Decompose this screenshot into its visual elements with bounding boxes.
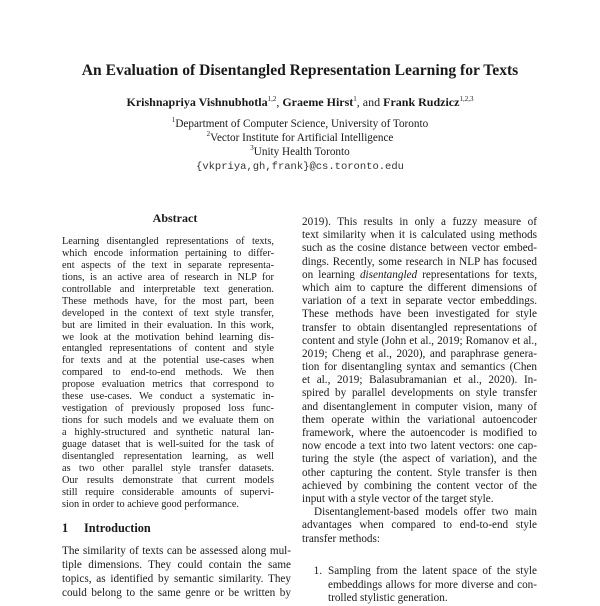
text-line: developed in the context of text style transfer, <box>62 307 274 319</box>
text-line: 2019; Cheng et al., 2020), and paraphrase genera- <box>302 347 537 360</box>
section-heading-introduction <box>62 521 151 536</box>
abstract-body <box>62 236 274 511</box>
author-affiliation-marker: 1 <box>353 95 357 103</box>
text-line: still require considerable amounts of supervi- <box>62 486 274 498</box>
author-name: Frank Rudzicz <box>383 95 460 109</box>
text-line: controllable and interpretable text generation. <box>62 283 274 295</box>
text-line: for texts and at the potential use-cases when <box>62 355 274 367</box>
section-title: Introduction <box>84 521 151 535</box>
text-line: compared to end-to-end methods. We then <box>62 367 274 379</box>
text-line: tion for disentangling syntax and semantics (Chen <box>302 361 537 374</box>
text-line: ent aspects of the text in separate representa- <box>62 259 274 271</box>
text-line: we look at the motivation behind learning dis- <box>62 331 274 343</box>
text-line: transfer methods: <box>302 532 380 545</box>
author-name: Krishnapriya Vishnubhotla <box>126 95 268 109</box>
list-number: 1. <box>313 565 322 577</box>
text-line: such as the cosine distance between vector embed- <box>302 242 537 255</box>
text-line: text similarity when it is calculated using methods <box>302 229 537 242</box>
text-line: disentangled representation learning, as well <box>62 450 274 462</box>
text-line: now encode a text into two latent vectors: one cap- <box>302 440 537 453</box>
affiliation-marker: 1 <box>171 116 176 124</box>
author-email: {vkpriya,gh,frank}@cs.toronto.edu <box>196 161 404 173</box>
author-separator: , and <box>356 95 384 109</box>
text-line: Our results demonstrate that current models <box>62 474 274 486</box>
text-line: which aim to capture the different dimensions of <box>302 281 537 294</box>
author-separator: , <box>276 95 283 109</box>
affiliation-text: Unity Health Toronto <box>253 146 350 158</box>
text-line: propose evaluation metrics that correspond to <box>62 379 274 391</box>
text-line: entangled representations of content and style <box>62 343 274 355</box>
text-line: guage dataset that is well-suited for the task of <box>62 438 274 450</box>
text-line: content and style (John et al., 2019; Romanov et al., <box>302 334 537 347</box>
author-affiliation-marker: 1,2 <box>267 95 277 103</box>
section-number: 1 <box>62 521 69 535</box>
affiliation-text: Vector Institute for Artificial Intelligence <box>210 132 394 144</box>
text-line: a highly-structured and synthetic natural lan- <box>62 427 274 438</box>
text-line: could belong to the same genre or be written by <box>62 587 291 599</box>
text-line: as two other parallel style transfer datasets. <box>62 462 274 474</box>
text-line: tions for such models and we evaluate them on <box>62 415 274 427</box>
text-segment: disentangled <box>359 268 418 281</box>
introduction-paragraph <box>62 544 291 600</box>
text-line: tiple dimensions. They could contain the same <box>62 559 291 571</box>
text-line: These methods have been investigated for style <box>302 308 537 321</box>
text-line: other capturing the content. Style transfer is then <box>302 466 537 479</box>
text-line: turing the style (the aspect of variation), and the <box>302 453 537 466</box>
paper-title: An Evaluation of Disentangled Representation Learning for Texts <box>81 62 519 79</box>
affiliation-line <box>0 118 600 130</box>
text-line: tions, is an active area of research in NLP for <box>62 271 274 283</box>
text-line: vestigation of previously proposed loss func- <box>62 403 274 415</box>
text-line: framework, where the autoencoder is modified to <box>302 427 537 439</box>
text-line: sion in order to achieve good performance. <box>62 498 239 510</box>
affiliation-text: Department of Computer Science, University of Toronto <box>175 118 429 130</box>
text-line: 2019). This results in only a fuzzy measure of <box>302 216 537 228</box>
text-line: which encode information pertaining to differ- <box>62 247 274 259</box>
affiliation-marker: 2 <box>206 130 211 138</box>
text-line: et al., 2019; Balasubramanian et al., 2020). In- <box>302 374 537 387</box>
text-line: spired by parallel developments on style transfer <box>302 387 537 400</box>
right-column-text <box>302 216 537 546</box>
text-line: input with a style vector of the target style. <box>302 492 494 505</box>
text-line: Learning disentangled representations of texts, <box>62 236 274 247</box>
text-line: and disentanglement in computer vision, many of <box>302 400 537 413</box>
text-segment: representations for texts, <box>417 268 537 281</box>
abstract-heading: Abstract <box>152 211 198 225</box>
author-list <box>0 95 600 110</box>
text-line: transfer to obtain disentangled representations of <box>302 321 537 334</box>
text-line: trolled stylistic generation. <box>328 592 448 605</box>
text-line: variation of a text in separate vector embeddings. <box>302 295 537 308</box>
text-line: dings. Recently, some research in NLP has focused <box>302 255 537 268</box>
text-line: Sampling from the latent space of the style <box>328 565 537 577</box>
author-name: Graeme Hirst <box>282 95 354 109</box>
text-line: These methods have, for the most part, been <box>62 295 274 307</box>
text-line: The similarity of texts can be assessed along mul- <box>62 545 291 557</box>
text-line: Disentanglement-based models offer two main <box>314 506 537 519</box>
text-line: achieved by combining the content vector of the <box>302 479 537 492</box>
text-line <box>302 269 537 282</box>
author-affiliation-marker: 1,2,3 <box>459 95 474 103</box>
text-line: these use-cases. We conduct a systematic in- <box>62 391 274 403</box>
affiliation-line <box>0 146 600 158</box>
affiliation-marker: 3 <box>250 144 254 152</box>
text-line: but are limited in their evaluation. In this work, <box>62 319 274 331</box>
text-segment: on learning <box>302 268 360 281</box>
affiliation-line <box>0 132 600 144</box>
text-line: them operate within the variational autoencoder <box>302 413 537 426</box>
text-line: topics, as identified by semantic similarity. They <box>62 573 291 585</box>
text-line: advantages when compared to end-to-end style <box>302 519 537 532</box>
text-line: embeddings allows for more diverse and con- <box>328 578 537 591</box>
